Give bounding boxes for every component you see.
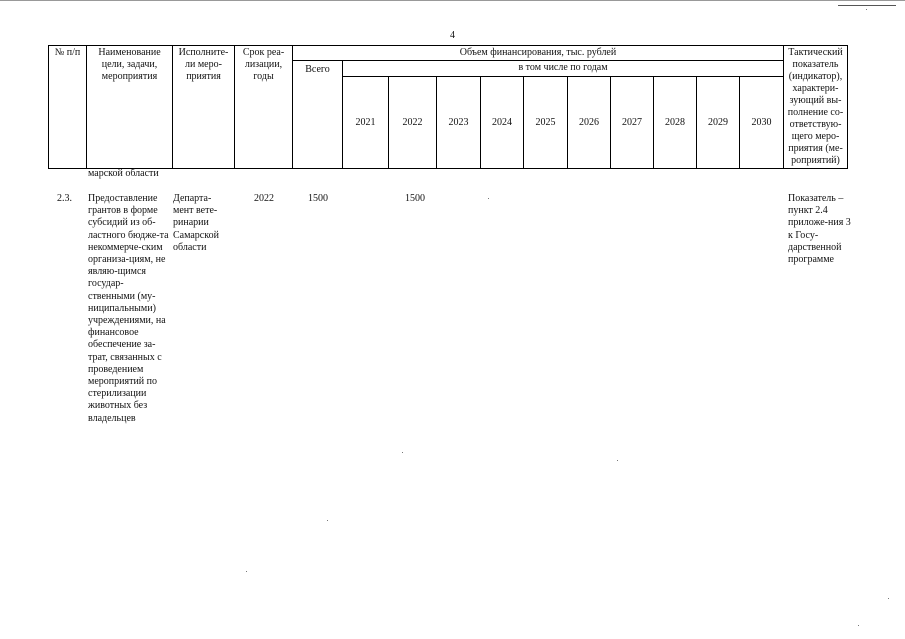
year-2022: 2022 [389, 77, 437, 169]
scan-speck [402, 452, 403, 453]
year-2029: 2029 [697, 77, 740, 169]
row-name: Предоставление грантов в форме субсидий из об-ластного бюдже-та некоммерче-ским организа-циям, не являю-щимся государ-ственными (му-ниципальными) учреждениями, на финансовое обеспечение за-трат, связанных с проведением мероприятий по стерилизации животных без владельцев [88, 193, 169, 424]
scan-speck [888, 598, 889, 599]
row-year-2022: 1500 [405, 193, 425, 204]
scan-speck [327, 520, 328, 521]
year-2030: 2030 [740, 77, 784, 169]
scan-top-edge [0, 0, 905, 1]
header-executor: Исполните-ли меро-приятия [173, 46, 235, 169]
year-2023: 2023 [437, 77, 481, 169]
scan-speck [617, 460, 618, 461]
header-funding: Объем финансирования, тыс. рублей [293, 46, 784, 61]
year-2021: 2021 [343, 77, 389, 169]
header-total: Всего [293, 61, 343, 169]
row-executor: Департа-мент вете-ринарии Самарской области [173, 193, 219, 253]
scan-speck [488, 198, 489, 199]
row-period: 2022 [254, 193, 274, 204]
header-table [48, 45, 848, 169]
header-period: Срок реа-лизации, годы [235, 46, 293, 169]
page-number: 4 [450, 30, 455, 41]
row-total: 1500 [308, 193, 328, 204]
year-2028: 2028 [654, 77, 697, 169]
year-2025: 2025 [524, 77, 568, 169]
scan-mark-top-right [838, 5, 896, 6]
header-name: Наименование цели, задачи, мероприятия [87, 46, 173, 169]
header-indicator: Тактический показатель (индикатор), характери-зующий вы-полнение со-ответствую-щего меро-приятия (ме-роприятий) [784, 46, 848, 169]
scan-speck [858, 625, 859, 626]
header-by-years: в том числе по годам [343, 61, 784, 77]
year-2024: 2024 [481, 77, 524, 169]
scan-speck [866, 9, 867, 10]
scan-speck [246, 571, 247, 572]
row-indicator: Показатель – пункт 2.4 приложе-ния 3 к Госу-дарственной программе [788, 193, 851, 266]
year-2027: 2027 [611, 77, 654, 169]
carryover-text: марской области [88, 168, 159, 179]
row-number: 2.3. [57, 193, 72, 204]
header-no: № п/п [49, 46, 87, 169]
year-2026: 2026 [568, 77, 611, 169]
